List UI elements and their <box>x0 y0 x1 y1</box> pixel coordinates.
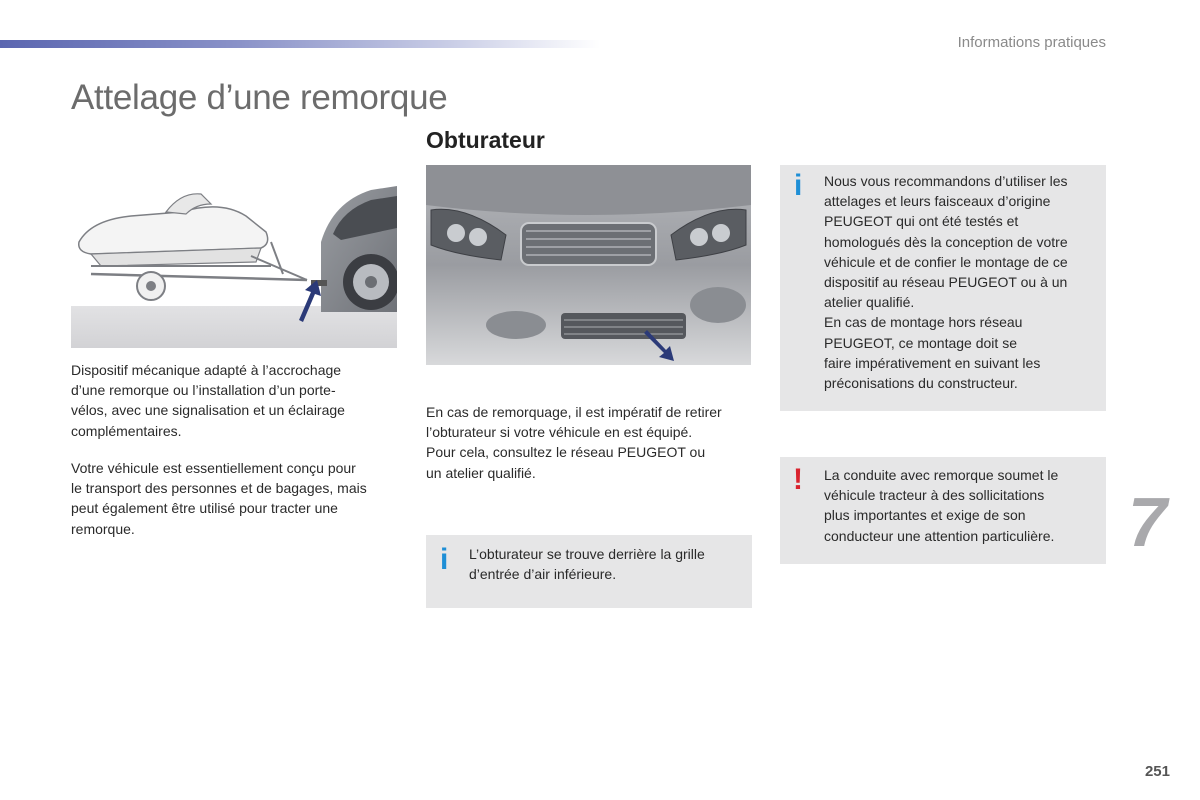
info-icon: i <box>794 169 803 202</box>
page-number: 251 <box>1144 763 1170 780</box>
section-label: Informations pratiques <box>957 34 1106 51</box>
front-grille-illustration <box>426 165 751 365</box>
paragraph-definition: Dispositif mécanique adapté à l’accrochage d’une remorque ou l’installation d’un porte- vélos, avec une signalisation et un éclairage complémentaires. <box>71 362 345 439</box>
warning-box-text: La conduite avec remorque soumet le véhicule tracteur à des sollicitations plus importantes et exige de son conducteur une attention particulière. <box>824 467 1059 544</box>
info-box-recommendation <box>780 165 1106 411</box>
info-icon: i <box>440 543 449 576</box>
info-box-text: L’obturateur se trouve derrière la grille d’entrée d’air inférieure. <box>469 546 705 583</box>
warning-icon: ! <box>793 463 803 496</box>
chapter-number: 7 <box>1128 483 1167 561</box>
paragraph-vehicle-use: Votre véhicule est essentiellement conçu pour le transport des personnes et de bagages, mais peut également être utilisé pour tracter une remorque. <box>71 460 367 537</box>
info-box-cover-location <box>426 535 752 608</box>
header-accent-bar <box>0 40 600 48</box>
section-subtitle: Obturateur <box>426 127 545 153</box>
info-box-text: Nous vous recommandons d’utiliser les attelages et leurs faisceaux d’origine PEUGEOT qui ont été testés et homologués dès la conception de votre véhicule et de confier le montage de ce dispositif au réseau PEUGEOT ou à un atelier qualifié. En cas de montage hors réseau PEUGEOT, ce montage doit se faire impérativement en suivant les préconisations du constructeur. <box>824 173 1068 392</box>
page-title: Attelage d’une remorque <box>71 78 448 117</box>
warning-box-towing <box>780 457 1106 564</box>
towing-illustration <box>71 182 397 348</box>
paragraph-remove-cover: En cas de remorquage, il est impératif de retirer l’obturateur si votre véhicule en est équipé. Pour cela, consultez le réseau PEUGEOT ou un atelier qualifié. <box>426 404 722 481</box>
